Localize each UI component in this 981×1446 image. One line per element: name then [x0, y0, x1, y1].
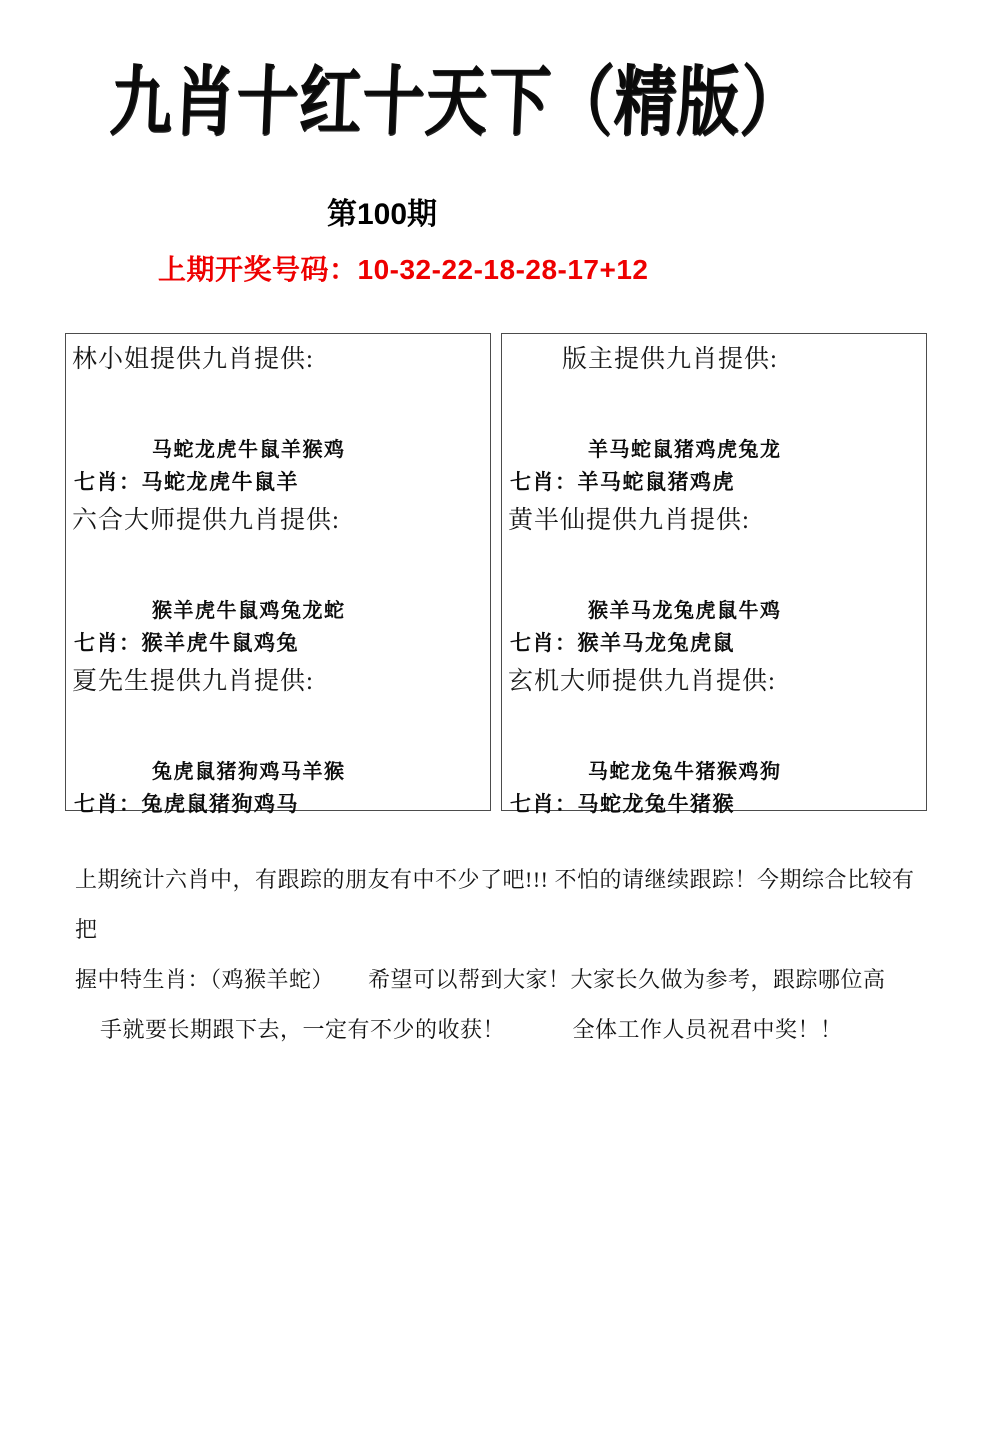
- page-title: 九肖十红十天下（精版）: [108, 56, 806, 146]
- seven-zodiac-line: 七肖：兔虎鼠猪狗鸡马: [74, 792, 299, 817]
- provider-section: [72, 667, 485, 818]
- provider-header: 玄机大师提供九肖提供:: [508, 668, 776, 696]
- tip-sheet-page: [0, 58, 981, 1446]
- seven-zodiac-line: 七肖：马蛇龙兔牛猪猴: [510, 792, 735, 817]
- issue-number: 第100期: [327, 198, 438, 232]
- nine-zodiac-line: 马蛇龙兔牛猪猴鸡狗: [588, 761, 782, 784]
- provider-section: [72, 345, 485, 496]
- provider-box-right: [501, 333, 927, 817]
- provider-section: [508, 667, 921, 818]
- provider-header: 夏先生提供九肖提供:: [72, 668, 314, 696]
- provider-section: [508, 506, 921, 657]
- nine-zodiac-line: 猴羊虎牛鼠鸡兔龙蛇: [152, 600, 346, 623]
- footer-note-line-3: 手就要长期跟下去，一定有不少的收获！ 全体工作人员祝君中奖！！: [100, 1017, 843, 1043]
- footer-note-line-1: 上期统计六肖中，有跟踪的朋友有中不少了吧!!! 不怕的请继续跟踪！今期综合比较有把: [75, 867, 915, 943]
- provider-header: 黄半仙提供九肖提供:: [508, 507, 750, 535]
- last-draw-label: 上期开奖号码：: [158, 254, 358, 286]
- footer-note-line-2: 握中特生肖：（鸡猴羊蛇） 希望可以帮到大家！大家长久做为参考，跟踪哪位高: [75, 967, 886, 993]
- seven-zodiac-line: 七肖：猴羊马龙兔虎鼠: [510, 631, 735, 656]
- seven-zodiac-line: 七肖：羊马蛇鼠猪鸡虎: [510, 470, 735, 495]
- last-draw-numbers: 10-32-22-18-28-17+12: [357, 254, 649, 286]
- provider-boxes: [65, 333, 981, 817]
- nine-zodiac-line: 马蛇龙虎牛鼠羊猴鸡: [152, 439, 346, 462]
- nine-zodiac-line: 兔虎鼠猪狗鸡马羊猴: [152, 761, 346, 784]
- provider-header: 林小姐提供九肖提供:: [72, 346, 314, 374]
- seven-zodiac-line: 七肖：猴羊虎牛鼠鸡兔: [74, 631, 299, 656]
- provider-header: 版主提供九肖提供:: [562, 346, 778, 374]
- provider-box-left: [65, 333, 491, 817]
- provider-header: 六合大师提供九肖提供:: [72, 507, 340, 535]
- provider-section: [72, 506, 485, 657]
- nine-zodiac-line: 猴羊马龙兔虎鼠牛鸡: [588, 600, 782, 623]
- seven-zodiac-line: 七肖：马蛇龙虎牛鼠羊: [74, 470, 299, 495]
- last-draw-line: [158, 253, 981, 287]
- footer-note: [75, 855, 921, 1055]
- provider-section: [508, 345, 921, 496]
- nine-zodiac-line: 羊马蛇鼠猪鸡虎兔龙: [588, 439, 782, 462]
